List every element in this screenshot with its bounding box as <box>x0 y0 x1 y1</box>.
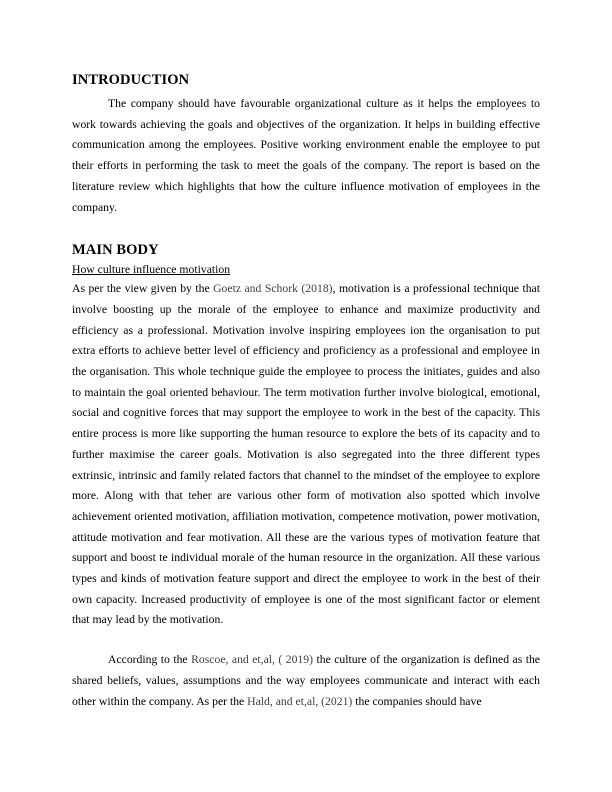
document-body <box>72 70 540 712</box>
introduction-paragraph: The company should have favourable organizational culture as it helps the employees to work towards achieving the goals and objectives of the organization. It helps in building effective communication among the employees. Positive working environment enable the employee to put their efforts in performing the task to meet the goals of the company. The report is based on the literature review which highlights that how the culture influence motivation of employees in the company. <box>72 97 540 214</box>
citation-hald: Hald, and et,al, (2021) <box>247 694 353 708</box>
paragraph-text: the culture of the organization is defined as the shared beliefs, values, assumptions and the way employees communicate and interact with each other within the company. As per the <box>72 653 540 708</box>
subheading-culture-motivation: How culture influence motivation <box>72 263 231 277</box>
citation-roscoe: Roscoe, and et,al, ( 2019) <box>191 653 314 667</box>
paragraph-text: As per the view given by the <box>72 282 214 296</box>
citation-goetz-schork: Goetz and Schork (2018) <box>213 282 333 296</box>
paragraph-text: the companies should have <box>352 694 482 708</box>
main-body-heading: MAIN BODY <box>72 242 159 259</box>
motivation-paragraph <box>72 279 540 631</box>
culture-definition-paragraph <box>72 650 540 712</box>
paragraph-text: According to the <box>108 653 192 667</box>
paragraph-text: , motivation is a professional technique that involve boosting up the morale of the employee to enhance and maximize productivity and efficiency as a professional. Motivation involve inspiring employees ion the organisation to put extra efforts to achieve better level of efficiency and proficiency as a professional and employee in the organisation. This whole technique guide the employee to process the initiates, guides and also to maintain the goal oriented behaviour. The term motivation further involve biological, emotional, social and cognitive forces that may support the employee to work in the best of the capacity. This entire process is more like supporting the human resource to explore the bets of its capacity and to further maximise the career goals. Motivation is also segregated into the three different types extrinsic, intrinsic and family related factors that channel to the mindset of the employee to explore more. Along with that teher are various other form of motivation also spotted which involve achievement oriented motivation, affiliation motivation, competence motivation, power motivation, attitude motivation and fear motivation. All these are the various types of motivation feature that support and boost te individual morale of the human resource in the organization. All these various types and kinds of motivation feature support and direct the employee to work in the best of their own capacity. Increased productivity of employee is one of the most significant factor or element that may lead by the motivation. <box>72 282 540 627</box>
introduction-heading: INTRODUCTION <box>72 72 190 88</box>
